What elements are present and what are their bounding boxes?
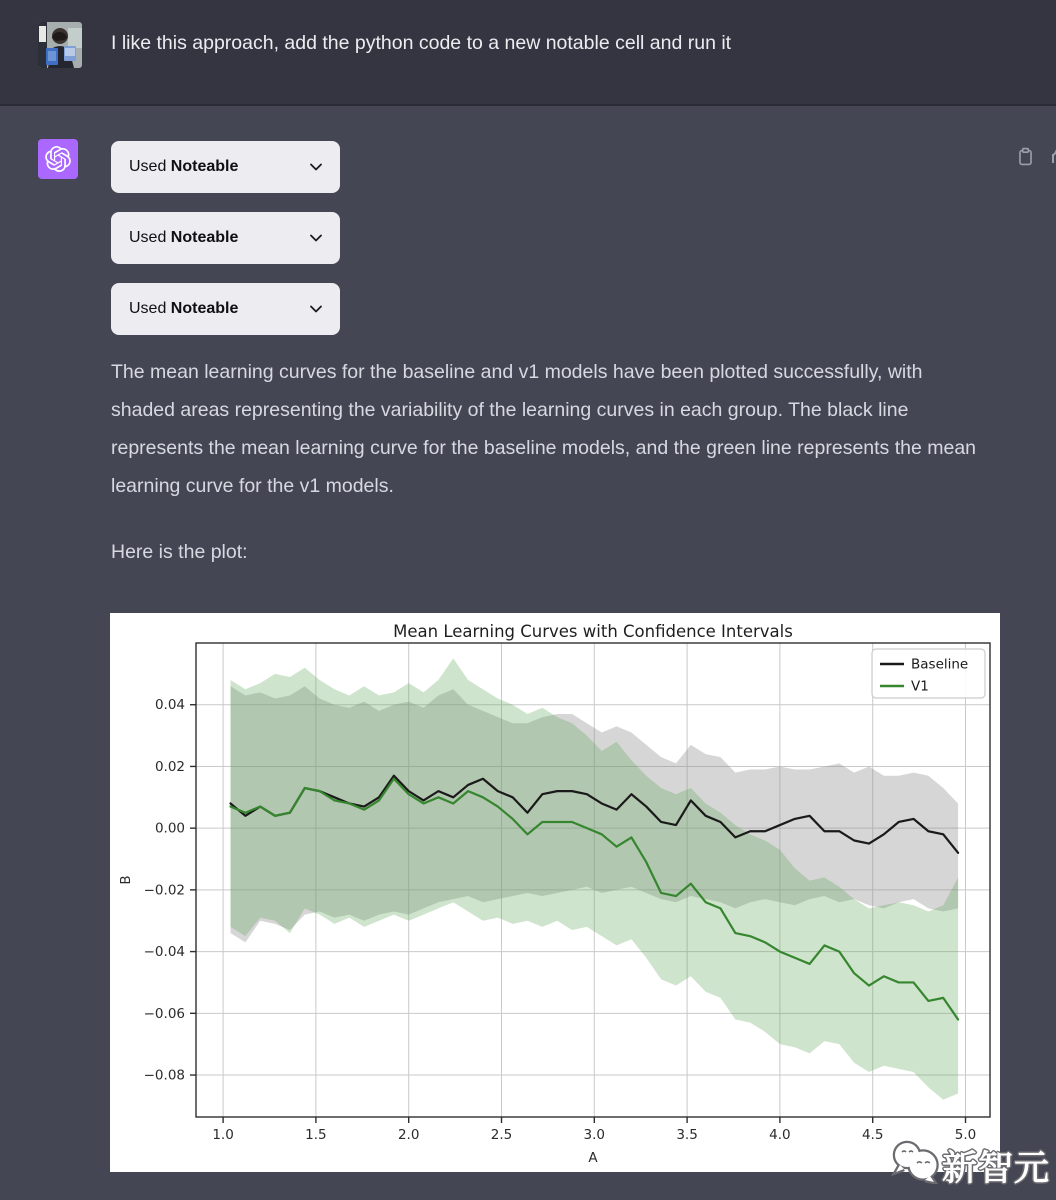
y-axis-label: B xyxy=(118,875,134,885)
svg-text:1.0: 1.0 xyxy=(212,1127,234,1143)
used-noteable-dropdown-1[interactable] xyxy=(111,141,340,193)
watermark-text: 新智元 xyxy=(942,1149,1051,1188)
svg-text:−0.02: −0.02 xyxy=(143,882,185,899)
clipboard-icon xyxy=(1016,147,1035,166)
chevron-down-icon xyxy=(308,230,324,246)
learning-curves-chart xyxy=(110,613,1000,1172)
chart-title: Mean Learning Curves with Confidence Intervals xyxy=(393,622,793,641)
used-noteable-label: Used Noteable xyxy=(129,158,239,175)
svg-text:−0.06: −0.06 xyxy=(143,1005,185,1022)
svg-text:−0.08: −0.08 xyxy=(143,1067,185,1084)
used-noteable-dropdown-2[interactable] xyxy=(111,212,340,264)
plot-intro-text: Here is the plot: xyxy=(111,541,248,563)
svg-text:3.5: 3.5 xyxy=(676,1127,698,1143)
user-avatar xyxy=(38,22,82,68)
openai-logo-icon xyxy=(45,146,71,172)
user-message-text: I like this approach, add the python code to a new notable cell and run it xyxy=(111,32,732,54)
svg-text:−0.04: −0.04 xyxy=(143,944,185,961)
svg-text:4.0: 4.0 xyxy=(769,1127,791,1143)
x-axis-label: A xyxy=(588,1150,598,1166)
chevron-down-icon xyxy=(308,159,324,175)
used-noteable-label: Used Noteable xyxy=(129,229,239,246)
svg-text:Baseline: Baseline xyxy=(911,656,969,673)
svg-text:2.0: 2.0 xyxy=(397,1127,420,1143)
svg-text:1.5: 1.5 xyxy=(305,1127,327,1143)
plugin-usage-list xyxy=(111,141,340,354)
svg-text:0.02: 0.02 xyxy=(154,758,185,775)
chart-card xyxy=(110,613,1000,1172)
svg-text:2.5: 2.5 xyxy=(490,1127,513,1143)
svg-text:3.0: 3.0 xyxy=(583,1127,606,1143)
svg-text:5.0: 5.0 xyxy=(954,1127,977,1143)
assistant-paragraph: The mean learning curves for the baseline and v1 models have been plotted successfully, with shaded areas representing the variability of the learning curves in each group. The black line represents the mean learning curve for the baseline models, and the green line represents the mean learning curve for the v1 models. xyxy=(111,361,977,497)
partial-action-button[interactable] xyxy=(1046,143,1056,172)
used-noteable-dropdown-3[interactable] xyxy=(111,283,340,335)
user-photo xyxy=(38,22,82,68)
svg-text:4.5: 4.5 xyxy=(861,1127,884,1143)
chatgpt-avatar xyxy=(38,139,78,179)
user-message-row xyxy=(0,0,1056,106)
watermark xyxy=(890,1126,1056,1186)
svg-text:0.00: 0.00 xyxy=(154,820,185,837)
svg-text:V1: V1 xyxy=(911,678,929,695)
chevron-down-icon xyxy=(308,301,324,317)
copy-response-button[interactable] xyxy=(1012,143,1039,173)
partial-icon xyxy=(1050,147,1056,165)
used-noteable-label: Used Noteable xyxy=(129,300,239,317)
wechat-bubbles-icon xyxy=(890,1138,942,1184)
svg-text:0.04: 0.04 xyxy=(154,697,185,714)
